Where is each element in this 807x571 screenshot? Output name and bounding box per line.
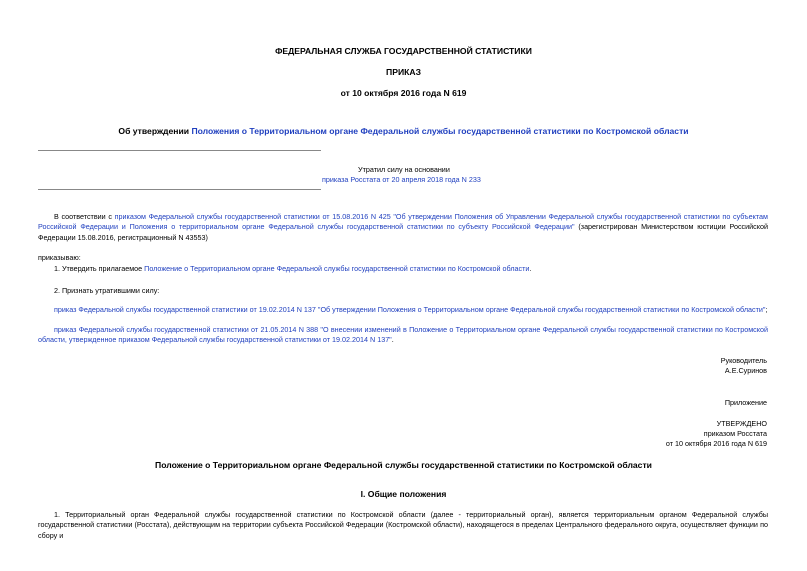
- repeal-1: [54, 305, 767, 315]
- section-1-heading: I. Общие положения: [360, 489, 447, 499]
- item-1-text: 1. Утвердить прилагаемое: [54, 264, 145, 273]
- title-link[interactable]: Положения о Территориальном органе Федеральной службы государственной статистики по Костромской области: [191, 126, 689, 136]
- agency-heading: ФЕДЕРАЛЬНАЯ СЛУЖБА ГОСУДАРСТВЕННОЙ СТАТИСТИКИ: [275, 46, 532, 56]
- repeal-1-link[interactable]: приказ Федеральной службы государственной статистики от 19.02.2014 N 137 "Об утверждении Положения о Территориальном органе Федеральной службы государственной статистики по Костромской области": [54, 305, 766, 314]
- document-title: [0, 126, 807, 136]
- date-number-heading: от 10 октября 2016 года N 619: [340, 88, 467, 98]
- item-2: 2. Признать утратившими силу:: [54, 286, 160, 295]
- preamble-paragraph: [38, 212, 768, 243]
- item-1-link[interactable]: Положение о Территориальном органе Федеральной службы государственной статистики по Костромской области: [144, 264, 530, 273]
- repeal-1-end: ;: [765, 305, 768, 314]
- approved-label: УТВЕРЖДЕНО: [716, 419, 767, 428]
- signature-name: А.Е.Суринов: [724, 366, 767, 375]
- approved-by: приказом Росстата: [703, 429, 767, 438]
- approved-date: от 10 октября 2016 года N 619: [665, 439, 767, 448]
- repeal-2: [38, 325, 768, 346]
- preamble-text: В соответствии с: [54, 212, 115, 221]
- repeal-2-end: .: [391, 335, 394, 345]
- signature-role: Руководитель: [720, 356, 767, 365]
- item-1: [54, 264, 531, 274]
- preamble-link[interactable]: приказом Федеральной службы государственной статистики от 15.08.2016 N 425 "Об утверждении Положения об Управлении Федеральной службы государственной статистики по субъектам Российской Федерации и Положения о территориальном органе Федеральной службы государственной статистики по субъекту Российской Федерации": [38, 212, 768, 232]
- title-prefix: Об утверждении: [118, 126, 192, 136]
- divider-bottom: [38, 189, 321, 190]
- regulation-title: Положение о Территориальном органе Федеральной службы государственной статистики по Костромской области: [155, 460, 652, 470]
- doc-type-heading: ПРИКАЗ: [386, 67, 421, 77]
- repeal-2-link[interactable]: приказ Федеральной службы государственной статистики от 21.05.2014 N 388 "О внесении изменений в Положение о Территориальном органе Федеральной службы государственной статистики по Костромской области, утвержденное приказом Федеральной службы государственной статистики от 19.02.2014 N 137": [38, 325, 768, 345]
- preamble-text-end: (зарегистрирован Министерством юстиции Российской Федерации 15.08.2016, регистрационный N 43553): [38, 222, 768, 242]
- divider-top: [38, 150, 321, 151]
- status-link[interactable]: приказа Росстата от 20 апреля 2018 года N 233: [322, 175, 481, 184]
- appendix-label: Приложение: [724, 398, 767, 407]
- clause-1: 1. Территориальный орган Федеральной службы государственной статистики по Костромской области (далее - территориальный орган), является территориальным органом Федеральной службы государственной статистики (Росстата), действующим на территории субъекта Российской Федерации (Костромской области), находящегося в пределах Центрального федерального округа, осуществляет функции по сбору и: [38, 510, 768, 540]
- item-1-end: .: [529, 264, 532, 273]
- status-line: Утратил силу на основании: [358, 165, 450, 174]
- orders-text: приказываю:: [38, 253, 81, 262]
